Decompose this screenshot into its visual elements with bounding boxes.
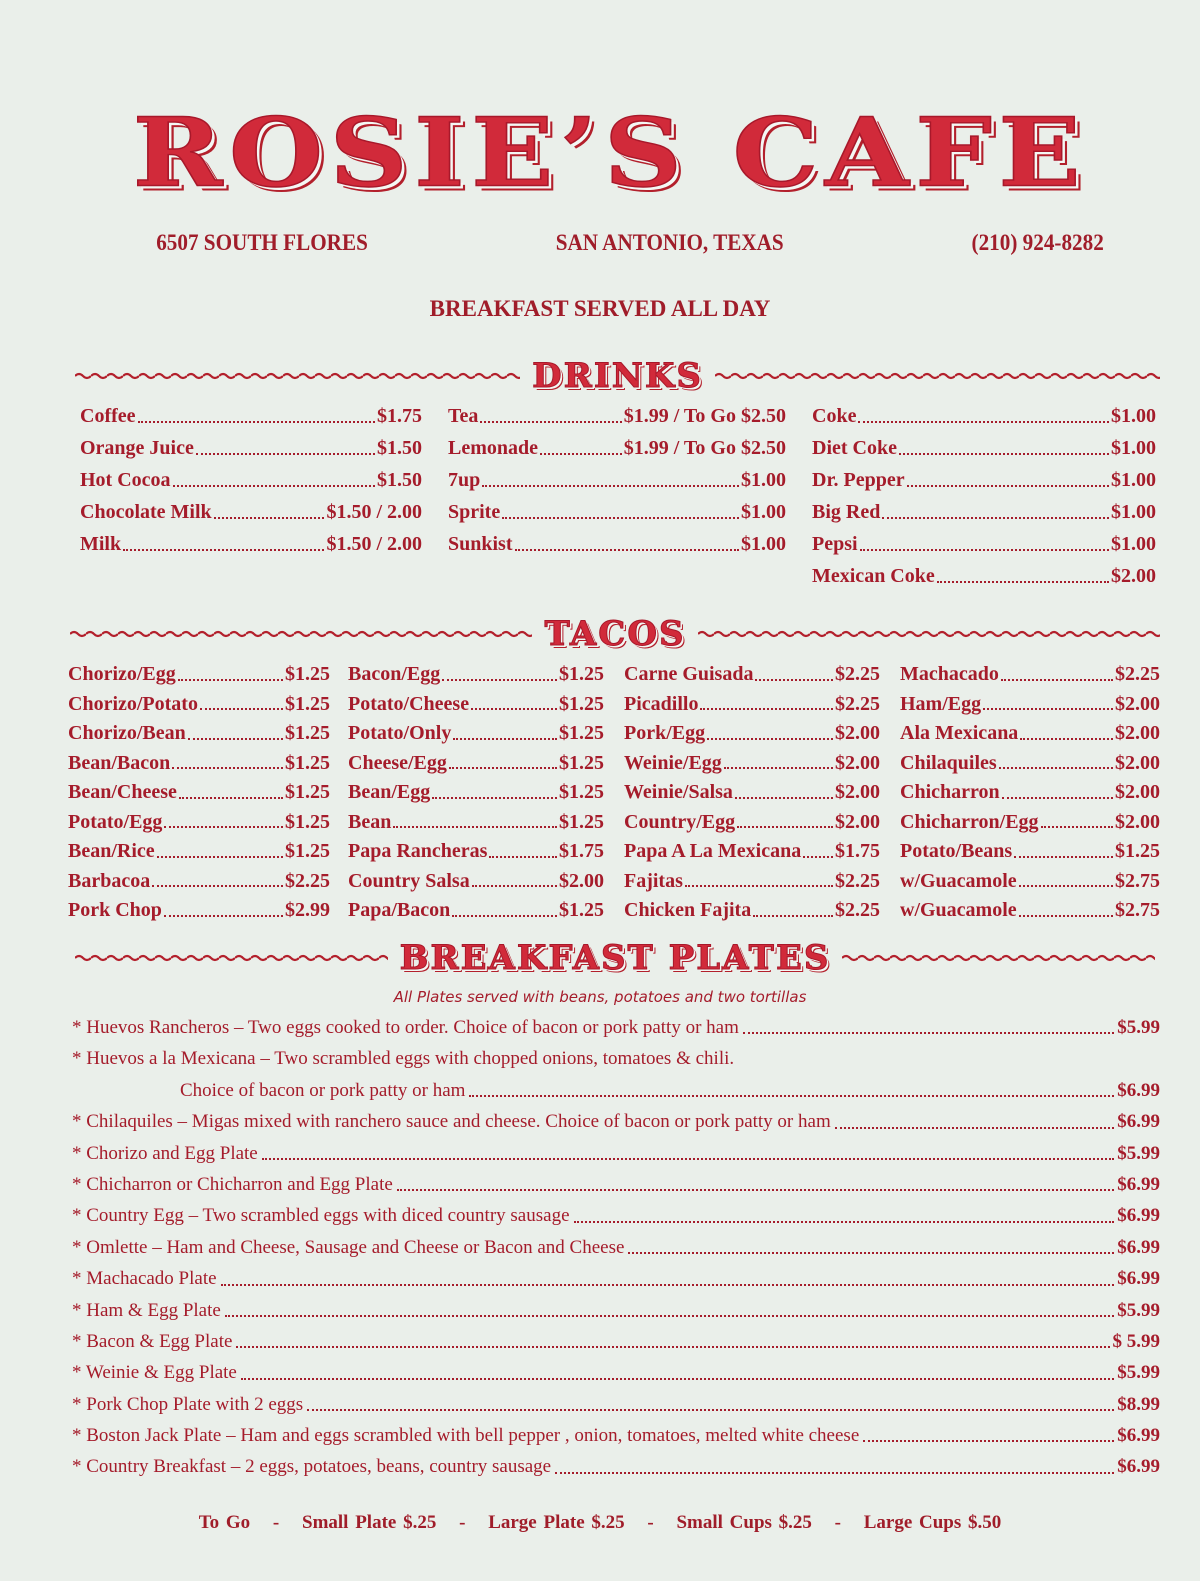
plate-item: * Weinie & Egg Plate $5.99 [72,1362,1160,1384]
menu-item: Papa/Bacon $1.25 [348,899,604,921]
menu-item: Chicharron $2.00 [900,781,1160,803]
tacos-heading [70,614,1160,654]
menu-item: Papa Rancheras $1.75 [348,840,604,862]
squiggle-divider-icon [715,371,1160,381]
menu-item: Potato/Only $1.25 [348,722,604,744]
menu-item: Bean/Cheese $1.25 [68,781,330,803]
plate-item: * Ham & Egg Plate $5.99 [72,1299,1160,1321]
to-go-charges [0,1512,1200,1534]
menu-item: Chorizo/Egg $1.25 [68,663,330,685]
menu-item: Big Red $1.00 [812,501,1156,523]
menu-item: Milk $1.50 / 2.00 [80,533,422,555]
menu-item: Potato/Beans $1.25 [900,840,1160,862]
drinks-title: DRINKS [532,356,703,396]
plate-item: * Chorizo and Egg Plate $5.99 [72,1142,1160,1164]
menu-item: Country Salsa $2.00 [348,869,604,892]
menu-item: w/Guacamole $2.75 [900,899,1160,921]
to-go-item: Large Plate $.25 [488,1512,625,1533]
separator: - [834,1512,841,1533]
plates-note: All Plates served with beans, potatoes and two tortillas [393,988,807,1006]
menu-item: Chicharron/Egg $2.00 [900,810,1160,833]
menu-item: Hot Cocoa $1.50 [80,469,422,491]
plate-item: * Country Breakfast – 2 eggs, potatoes, beans, country sausage $6.99 [72,1456,1160,1478]
menu-item: Picadillo $2.25 [624,692,880,715]
menu-item: Barbacoa $2.25 [68,869,330,892]
to-go-item: Small Plate $.25 [302,1512,437,1533]
contact-row [156,230,1104,256]
menu-item: Bean/Bacon $1.25 [68,751,330,774]
menu-item: Weinie/Salsa $2.00 [624,781,880,803]
menu-item: Bean/Rice $1.25 [68,840,330,862]
plate-item: * Huevos a la Mexicana – Two scrambled eggs with chopped onions, tomatoes & chili. [72,1048,735,1070]
menu-item: Fajitas $2.25 [624,869,880,892]
phone: (210) 924-8282 [971,230,1104,255]
drinks-column-3 [812,400,1156,592]
plate-item: * Chicharron or Chicharron and Egg Plate $6.99 [72,1173,1160,1195]
plate-item: * Huevos Rancheros – Two eggs cooked to order. Choice of bacon or pork patty or ham $5.99 [72,1017,1160,1038]
menu-item: Orange Juice $1.50 [80,437,422,459]
menu-item: w/Guacamole $2.75 [900,869,1160,892]
restaurant-title: ROSIE’S CAFE [132,96,1088,209]
tacos-column-1 [68,660,330,926]
menu-item: 7up $1.00 [448,469,786,491]
menu-item: Papa A La Mexicana $1.75 [624,840,880,862]
menu-item: Dr. Pepper $1.00 [812,469,1156,491]
menu-item: Diet Coke $1.00 [812,437,1156,459]
breakfast-plates-heading [75,938,1155,978]
separator: - [647,1512,654,1533]
menu-item: Ala Mexicana $2.00 [900,722,1160,744]
squiggle-divider-icon [698,629,1160,639]
plate-item: * Pork Chop Plate with 2 eggs $8.99 [72,1393,1160,1415]
plate-item: * Chilaquiles – Migas mixed with ranchero sauce and cheese. Choice of bacon or pork patty or ham $6.99 [72,1111,1160,1133]
squiggle-divider-icon [75,953,388,963]
menu-item: Chorizo/Bean $1.25 [68,722,330,744]
plate-item: * Boston Jack Plate – Ham and eggs scrambled with bell pepper , onion, tomatoes, melted white cheese $6.99 [72,1425,1160,1447]
menu-item: Bean/Egg $1.25 [348,781,604,803]
menu-item: Chocolate Milk $1.50 / 2.00 [80,501,422,523]
squiggle-divider-icon [842,953,1155,963]
menu-item: Potato/Egg $1.25 [68,810,330,833]
menu-item: Bacon/Egg $1.25 [348,663,604,685]
tacos-column-4 [900,660,1160,926]
menu-item: Country/Egg $2.00 [624,810,880,833]
menu-item: Pork/Egg $2.00 [624,722,880,744]
plate-item: * Machacado Plate $6.99 [72,1268,1160,1290]
menu-item: Tea $1.99 / To Go $2.50 [448,405,786,427]
plate-item: * Bacon & Egg Plate $ 5.99 [72,1330,1160,1352]
menu-item: Sprite $1.00 [448,501,786,523]
menu-item: Potato/Cheese $1.25 [348,692,604,715]
menu-item: Machacado $2.25 [900,663,1160,685]
breakfast-plates-list [72,1012,1160,1483]
menu-item: Chilaquiles $2.00 [900,751,1160,774]
breakfast-plates-title: BREAKFAST PLATES [399,938,831,978]
menu-item: Ham/Egg $2.00 [900,692,1160,715]
separator: - [272,1512,280,1533]
tacos-column-2 [348,660,604,926]
address: 6507 SOUTH FLORES [156,230,368,255]
tagline: BREAKFAST SERVED ALL DAY [429,296,771,321]
drinks-column-2 [448,400,786,560]
menu-item: Lemonade $1.99 / To Go $2.50 [448,437,786,459]
squiggle-divider-icon [75,371,520,381]
to-go-item: Small Cups $.25 [676,1512,812,1533]
separator: - [459,1512,466,1533]
menu-item: Mexican Coke $2.00 [812,565,1156,587]
squiggle-divider-icon [70,629,532,639]
menu-item: Chicken Fajita $2.25 [624,899,880,921]
drinks-column-1 [80,400,422,560]
to-go-item: Large Cups $.50 [863,1512,1002,1533]
menu-item: Bean $1.25 [348,810,604,833]
to-go-label: To Go [198,1512,251,1533]
menu-item: Weinie/Egg $2.00 [624,751,880,774]
menu-item: Coke $1.00 [812,405,1156,427]
plate-item-continued: Choice of bacon or pork patty or ham $6.99 [180,1079,1160,1101]
menu-item: Carne Guisada $2.25 [624,663,880,685]
menu-item: Pepsi $1.00 [812,533,1156,555]
menu-item: Chorizo/Potato $1.25 [68,692,330,715]
plate-item: * Omlette – Ham and Cheese, Sausage and Cheese or Bacon and Cheese $6.99 [72,1236,1160,1258]
menu-item: Coffee $1.75 [80,405,422,427]
menu-item: Pork Chop $2.99 [68,899,330,921]
plate-item: * Country Egg – Two scrambled eggs with diced country sausage $6.99 [72,1205,1160,1227]
tacos-column-3 [624,660,880,926]
menu-item: Cheese/Egg $1.25 [348,751,604,774]
tacos-title: TACOS [544,614,686,654]
menu-item: Sunkist $1.00 [448,533,786,555]
city: SAN ANTONIO, TEXAS [555,230,784,255]
drinks-heading [75,356,1160,396]
